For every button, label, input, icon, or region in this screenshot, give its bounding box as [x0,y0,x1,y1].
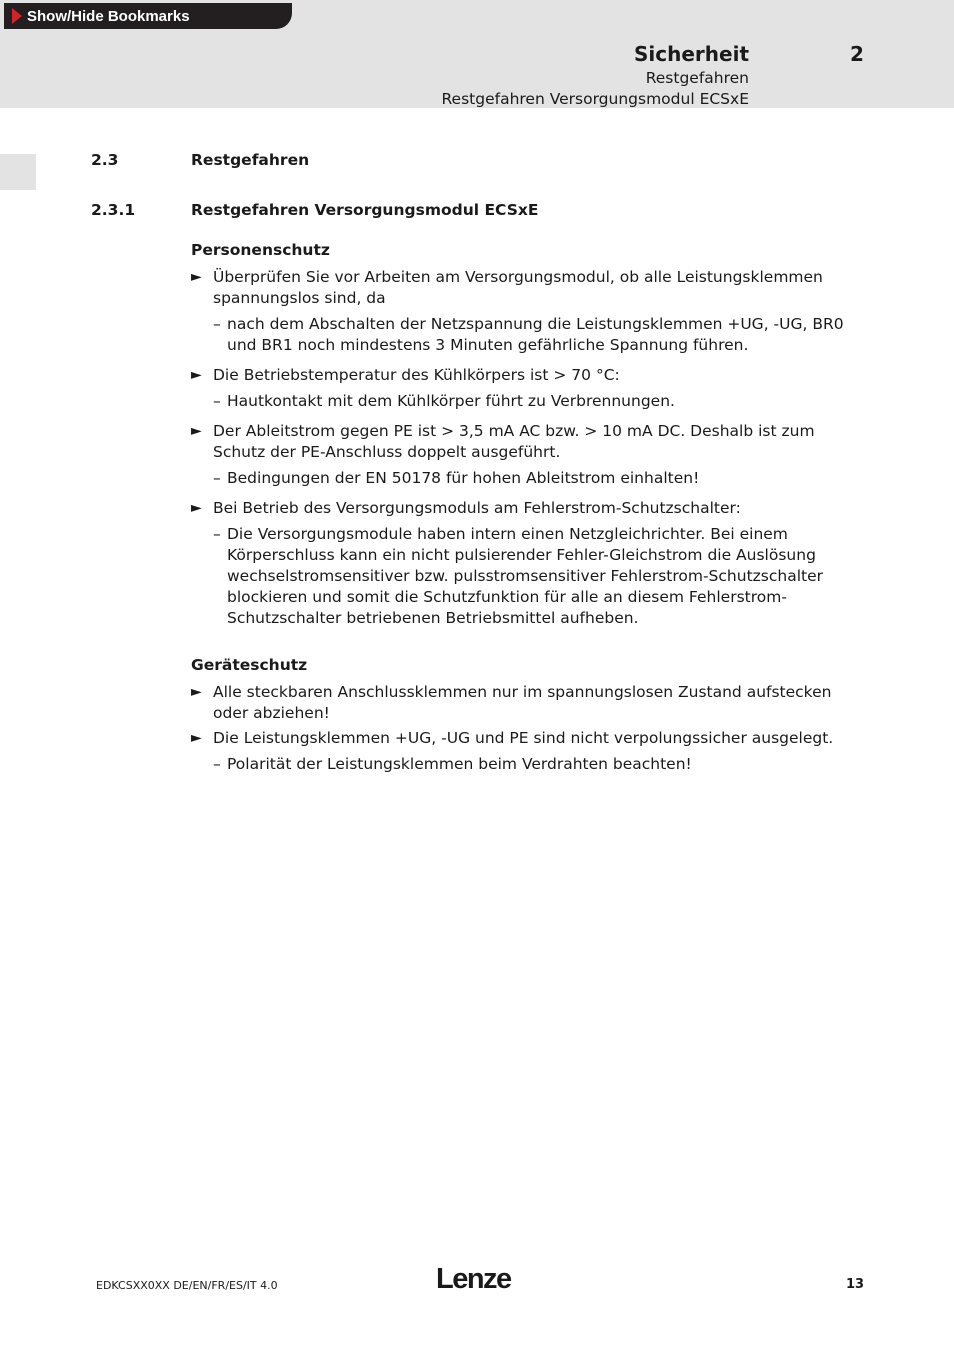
list-item-text: Bei Betrieb des Versorgungsmoduls am Fehlerstrom-Schutzschalter: [213,499,741,517]
dash-bullet: – [213,392,221,410]
list-item-text: Die Betriebstemperatur des Kühlkörpers ist > 70 °C: [213,366,620,384]
sub-list-item [191,524,867,629]
play-arrow-icon [12,8,22,24]
section-title: Restgefahren [191,151,310,169]
list-item [191,498,867,519]
arrow-bullet-icon: ► [191,423,202,439]
arrow-bullet-icon: ► [191,684,202,700]
sub-list-item-text: Bedingungen der EN 50178 für hohen Ableitstrom einhalten! [227,469,700,487]
list-item-text: Der Ableitstrom gegen PE ist > 3,5 mA AC bzw. > 10 mA DC. Deshalb ist zum Schutz der PE-Anschluss doppelt ausgeführt. [213,422,815,461]
dash-bullet: – [213,755,221,773]
dash-bullet: – [213,469,221,487]
list-item-text: Überprüfen Sie vor Arbeiten am Versorgungsmodul, ob alle Leistungsklemmen spannungslos sind, da [213,268,823,307]
sub-list-item [191,391,867,412]
sub-list-item [191,468,867,489]
main-content [191,240,867,775]
list-item [191,682,867,724]
dash-bullet: – [213,315,221,333]
geraeteschutz-heading: Geräteschutz [191,656,308,674]
arrow-bullet-icon: ► [191,730,202,746]
page-number: 13 [846,1277,865,1292]
arrow-bullet-icon: ► [191,269,202,285]
arrow-bullet-icon: ► [191,500,202,516]
list-item-text: Alle steckbaren Anschlussklemmen nur im spannungslosen Zustand aufstecken oder abziehen! [213,683,832,722]
dash-bullet: – [213,525,221,543]
header-subtitle-1: Restgefahren [645,69,749,87]
list-item [191,267,867,309]
list-item [191,365,867,386]
list-item [191,728,867,749]
list-item [191,421,867,463]
sub-list-item-text: Die Versorgungsmodule haben intern einen Netzgleichrichter. Bei einem Körperschluss kann ein nicht pulsierender Fehler-Gleichstrom die Auslösung wechselstromsensitiver bzw. pulsstromsensitiver Fehlerstrom-Schutzschalter blockieren und somit die Schutzfunktion für alle an diesem Fehlerstrom-Schutzschalter betriebenen Betriebsmittel aufheben. [227,525,823,627]
document-id: EDKCSXX0XX DE/EN/FR/ES/IT 4.0 [96,1279,278,1292]
sub-list-item-text: nach dem Abschalten der Netzspannung die Leistungsklemmen +UG, -UG, BR0 und BR1 noch mindestens 3 Minuten gefährliche Spannung führen. [227,315,844,354]
side-tab-marker [0,154,36,190]
bookmarks-button-label: Show/Hide Bookmarks [27,7,190,25]
chapter-number: 2 [850,42,864,66]
sub-list-item-text: Hautkontakt mit dem Kühlkörper führt zu Verbrennungen. [227,392,675,410]
list-item-text: Die Leistungsklemmen +UG, -UG und PE sind nicht verpolungssicher ausgelegt. [213,729,834,747]
personenschutz-heading: Personenschutz [191,241,330,259]
sub-list-item-text: Polarität der Leistungsklemmen beim Verdrahten beachten! [227,755,692,773]
sub-list-item [191,314,867,356]
header-subtitle-2: Restgefahren Versorgungsmodul ECSxE [441,90,749,108]
sub-list-item [191,754,867,775]
arrow-bullet-icon: ► [191,367,202,383]
lenze-logo: Lenze [436,1263,511,1295]
subsection-number: 2.3.1 [91,201,136,219]
subsection-title: Restgefahren Versorgungsmodul ECSxE [191,201,539,219]
show-hide-bookmarks-button[interactable] [4,3,292,29]
chapter-title: Sicherheit [634,42,749,66]
section-number: 2.3 [91,151,119,169]
